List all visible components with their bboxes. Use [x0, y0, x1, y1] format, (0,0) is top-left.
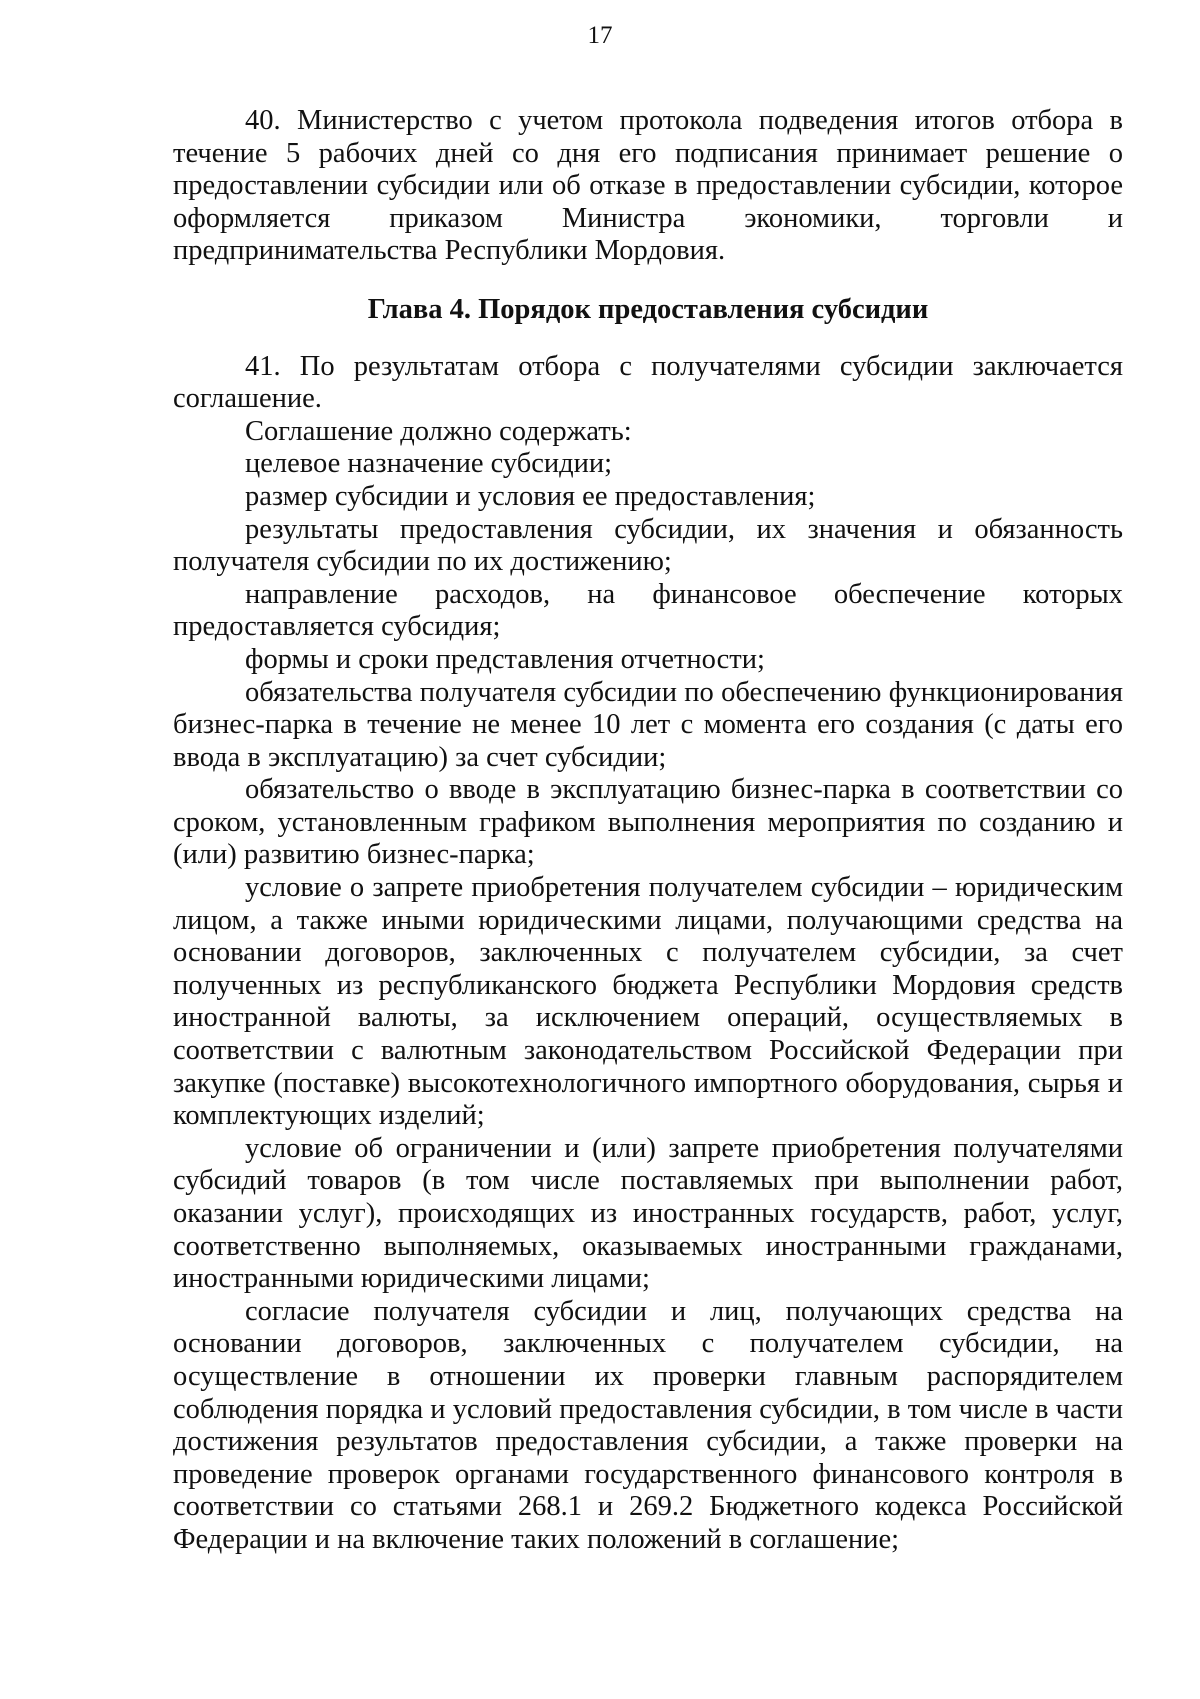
chapter-heading: Глава 4. Порядок предоставления субсидии: [367, 293, 929, 325]
list-item-reporting: формы и сроки представления отчетности;: [245, 643, 765, 675]
document-body: [173, 105, 1123, 1557]
paragraph-40: 40. Министерство с учетом протокола подведения итогов отбора в течение 5 рабочих дней со дня его подписания принимает решение о предоставлении субсидии или об отказе в предоставлении субсидии, которое оформляется приказом Министра экономики, торговли и предпринимательства Республики Мордовия.: [173, 105, 1123, 267]
list-item-foreign-goods: условие об ограничении и (или) запрете приобретения получателями субсидий товаров (в том числе поставляемых при выполнении работ, оказании услуг), происходящих из иностранных государств, работ, услуг, соответственно выполняемых, оказываемых иностранными гражданами, иностранными юридическими лицами;: [173, 1132, 1123, 1295]
page-number: 17: [587, 22, 613, 49]
list-item-expenses: направление расходов, на финансовое обеспечение которых предоставляется субсидия;: [173, 578, 1123, 643]
list-item-purpose: целевое назначение субсидии;: [245, 448, 613, 480]
list-item-commissioning: обязательство о вводе в эксплуатацию бизнес-парка в соответствии со сроком, установленным графиком выполнения мероприятия по созданию и (или) развитию бизнес-парка;: [173, 774, 1123, 871]
list-item-inspection-consent: согласие получателя субсидии и лиц, получающих средства на основании договоров, заключенных с получателем субсидии, на осуществление в отношении их проверки главным распорядителем соблюдения порядка и условий предоставления субсидии, в том числе в части достижения результатов предоставления субсидии, а также проверки на проведение проверок органами государственного финансового контроля в соответствии со статьями 268.1 и 269.2 Бюджетного кодекса Российской Федерации и на включение таких положений в соглашение;: [173, 1295, 1123, 1555]
paragraph-41: 41. По результатам отбора с получателями субсидии заключается соглашение.: [173, 350, 1123, 415]
list-item-amount: размер субсидии и условия ее предоставления;: [245, 480, 816, 512]
list-item-currency-ban: условие о запрете приобретения получателем субсидии – юридическим лицом, а также иными юридическими лицами, получающими средства на основании договоров, заключенных с получателем субсидии, за счет полученных из республиканского бюджета Республики Мордовия средств иностранной валюты, за исключением операций, осуществляемых в соответствии с валютным законодательством Российской Федерации при закупке (поставке) высокотехнологичного импортного оборудования, сырья и комплектующих изделий;: [173, 872, 1123, 1132]
list-item-results: результаты предоставления субсидии, их значения и обязанность получателя субсидии по их достижению;: [173, 513, 1123, 578]
agreement-contents-intro: Соглашение должно содержать:: [245, 415, 632, 447]
list-item-operation-obligations: обязательства получателя субсидии по обеспечению функционирования бизнес-парка в течение не менее 10 лет с момента его создания (с даты его ввода в эксплуатацию) за счет субсидии;: [173, 676, 1123, 773]
